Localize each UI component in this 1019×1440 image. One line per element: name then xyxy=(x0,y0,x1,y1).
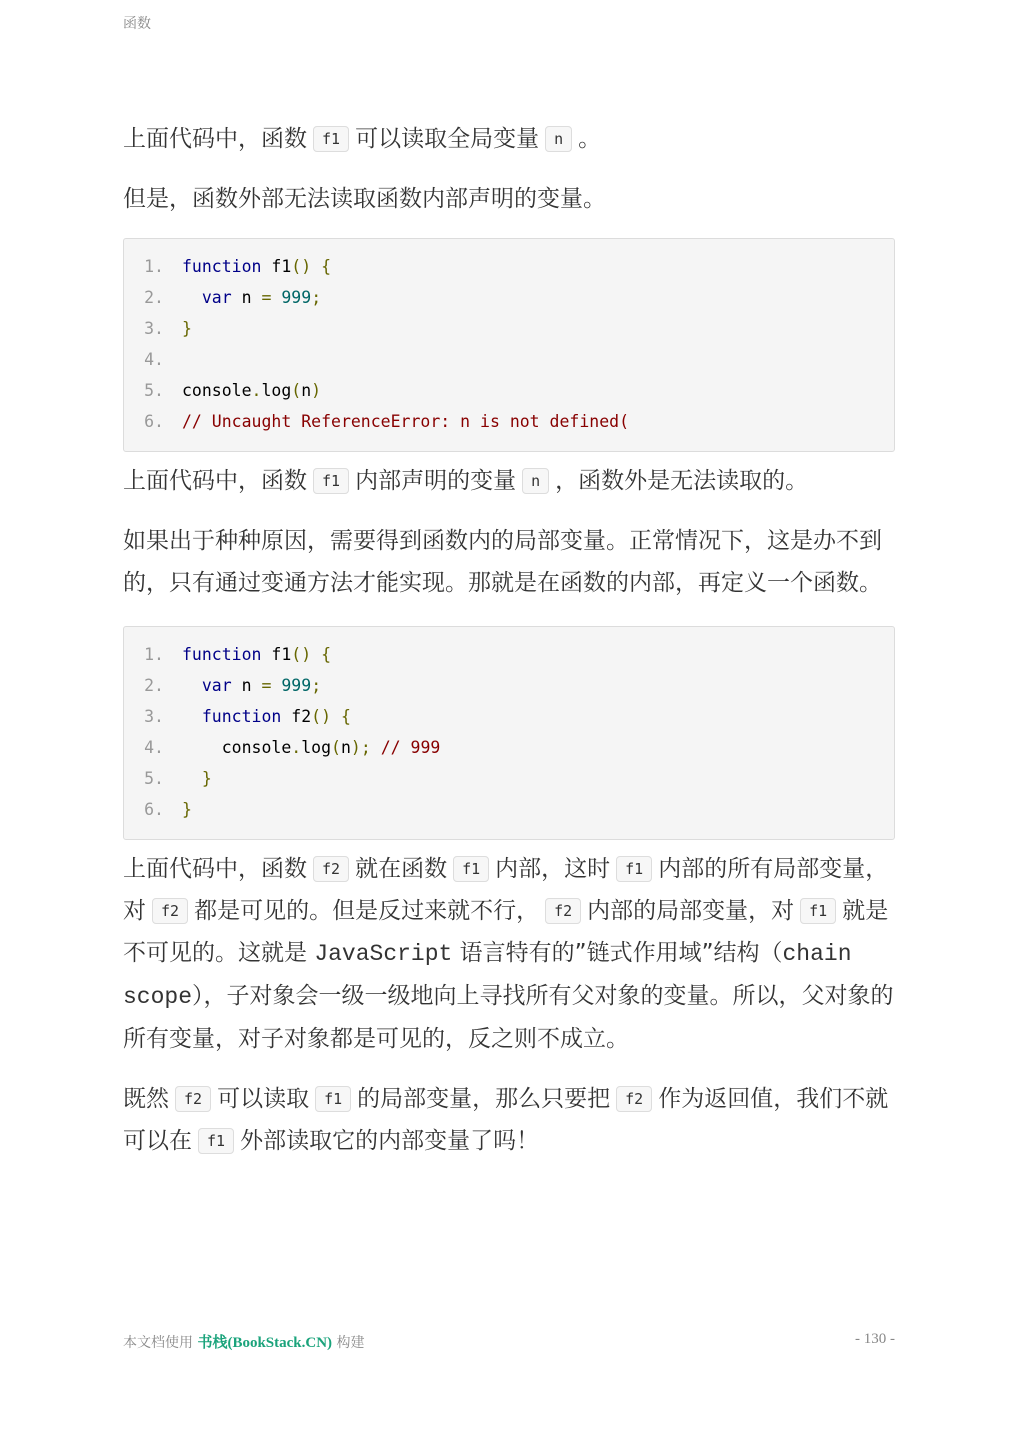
page-content xyxy=(123,118,895,1162)
text: ），子对象会一级一级地向上寻找所有父对象的变量。所以，父对象的所有变量，对子对象都是可见的，反之则不成立。 xyxy=(123,983,894,1052)
text: 可以读取 xyxy=(217,1086,310,1112)
code-token: 999 xyxy=(281,676,312,695)
text: 就是不可见的。这就是 xyxy=(123,898,889,966)
code-token: log xyxy=(261,381,292,400)
line-number: 2. xyxy=(144,676,164,695)
code-token: = xyxy=(261,676,272,695)
text: 都是可见的。但是反过来就不行， xyxy=(194,898,540,924)
code-token: function xyxy=(201,707,282,726)
footer-text: 构建 xyxy=(332,1335,365,1351)
line-number: 2. xyxy=(144,288,164,307)
text: 内部声明的变量 xyxy=(355,468,517,494)
text: 的局部变量，那么只要把 xyxy=(357,1086,611,1112)
paragraph-3 xyxy=(123,460,895,502)
code-token: f2 xyxy=(281,707,312,726)
line-number: 5. xyxy=(144,769,164,788)
inline-code: f1 xyxy=(315,1086,351,1112)
inline-code: f2 xyxy=(152,898,188,924)
code-token: ; xyxy=(311,676,322,695)
code-line xyxy=(124,732,894,763)
code-token: f1 xyxy=(261,645,292,664)
code-token: { xyxy=(311,257,332,276)
code-token xyxy=(271,288,281,307)
code-token: log xyxy=(301,738,332,757)
line-number: 3. xyxy=(144,319,164,338)
text: 就在函数 xyxy=(355,856,448,882)
code-comment: // Uncaught ReferenceError: n is not defined( xyxy=(182,412,630,431)
line-number: 4. xyxy=(144,738,164,757)
code-token: f1 xyxy=(261,257,292,276)
code-line xyxy=(124,251,894,282)
text: 语言特有的”链式作用域”结构（ xyxy=(452,940,783,966)
inline-code: n xyxy=(522,468,549,494)
line-number: 4. xyxy=(144,350,164,369)
inline-code: f2 xyxy=(616,1086,652,1112)
code-token: ( xyxy=(331,738,341,757)
footer-brand-link[interactable]: 书栈(BookStack.CN) xyxy=(197,1335,333,1351)
code-token xyxy=(271,676,281,695)
inline-code: f1 xyxy=(616,856,652,882)
code-token: console xyxy=(182,381,252,400)
page-number: - 130 - xyxy=(855,1331,895,1347)
line-number: 6. xyxy=(144,412,164,431)
inline-code: f2 xyxy=(175,1086,211,1112)
code-token xyxy=(182,676,202,695)
code-comment: // 999 xyxy=(380,738,441,757)
inline-code: f1 xyxy=(313,126,349,152)
code-token: ); xyxy=(350,738,371,757)
inline-code: f1 xyxy=(313,468,349,494)
code-line xyxy=(124,313,894,344)
text: 。 xyxy=(578,126,602,152)
text: 上面代码中，函数 xyxy=(123,126,307,152)
line-number: 1. xyxy=(144,645,164,664)
code-token: () xyxy=(311,707,332,726)
code-token: 999 xyxy=(281,288,312,307)
code-token: } xyxy=(182,319,192,338)
code-token: var xyxy=(201,288,232,307)
code-line xyxy=(124,639,894,670)
code-token: } xyxy=(201,769,212,788)
code-token: . xyxy=(251,381,262,400)
running-header: 函数 xyxy=(123,16,151,32)
code-line xyxy=(124,670,894,701)
code-token: . xyxy=(291,738,302,757)
text: 内部，这时 xyxy=(495,856,611,882)
code-token xyxy=(182,707,202,726)
code-line xyxy=(124,282,894,313)
line-number: 6. xyxy=(144,800,164,819)
inline-code: n xyxy=(545,126,572,152)
code-token xyxy=(182,288,202,307)
text: 可以读取全局变量 xyxy=(355,126,540,152)
code-line xyxy=(124,763,894,794)
footer-text: 本文档使用 xyxy=(123,1335,198,1351)
code-line xyxy=(124,794,894,825)
code-block-2 xyxy=(123,626,895,840)
paragraph-2: 但是，函数外部无法读取函数内部声明的变量。 xyxy=(123,186,606,212)
code-token: ( xyxy=(291,381,302,400)
code-line xyxy=(124,406,894,437)
text: 作为返回值，我们不就可以在 xyxy=(123,1086,889,1154)
page-footer xyxy=(123,1331,895,1352)
text: 既然 xyxy=(123,1086,169,1112)
inline-code: f1 xyxy=(800,898,836,924)
code-token: ) xyxy=(311,381,322,400)
code-token: n xyxy=(231,676,262,695)
text: ，函数外是无法读取的。 xyxy=(555,468,809,494)
paragraph-5 xyxy=(123,848,895,1060)
code-line xyxy=(124,375,894,406)
code-token: { xyxy=(331,707,351,726)
code-token: = xyxy=(261,288,272,307)
code-line xyxy=(124,701,894,732)
monospace-term: chain scope xyxy=(123,941,852,1010)
inline-code: f1 xyxy=(198,1128,234,1154)
line-number: 1. xyxy=(144,257,164,276)
code-block-1 xyxy=(123,238,895,452)
line-number: 5. xyxy=(144,381,164,400)
code-token: var xyxy=(201,676,232,695)
code-token: function xyxy=(182,645,262,664)
text: 内部的局部变量，对 xyxy=(587,898,795,924)
paragraph-6 xyxy=(123,1078,895,1162)
inline-code: f2 xyxy=(545,898,581,924)
inline-code: f1 xyxy=(453,856,489,882)
text: 外部读取它的内部变量了吗！ xyxy=(240,1128,540,1154)
code-token: function xyxy=(182,257,262,276)
code-token xyxy=(371,738,381,757)
code-token: ; xyxy=(311,288,322,307)
inline-code: f2 xyxy=(313,856,349,882)
code-line xyxy=(124,344,894,375)
paragraph-1 xyxy=(123,118,895,160)
code-token: () xyxy=(291,257,312,276)
code-token: () xyxy=(291,645,312,664)
code-token: n xyxy=(231,288,262,307)
code-token: n xyxy=(301,381,312,400)
monospace-term: JavaScript xyxy=(314,941,453,967)
line-number: 3. xyxy=(144,707,164,726)
code-token: { xyxy=(311,645,332,664)
paragraph-4: 如果出于种种原因，需要得到函数内的局部变量。正常情况下，这是办不到的，只有通过变通方法才能实现。那就是在函数的内部，再定义一个函数。 xyxy=(123,528,882,596)
text: 内部的所有局部变量，对 xyxy=(123,856,889,924)
code-token: } xyxy=(182,800,192,819)
text: 上面代码中，函数 xyxy=(123,468,307,494)
code-token: console xyxy=(182,738,292,757)
code-token: n xyxy=(340,738,351,757)
text: 上面代码中，函数 xyxy=(123,856,307,882)
code-token xyxy=(182,769,202,788)
